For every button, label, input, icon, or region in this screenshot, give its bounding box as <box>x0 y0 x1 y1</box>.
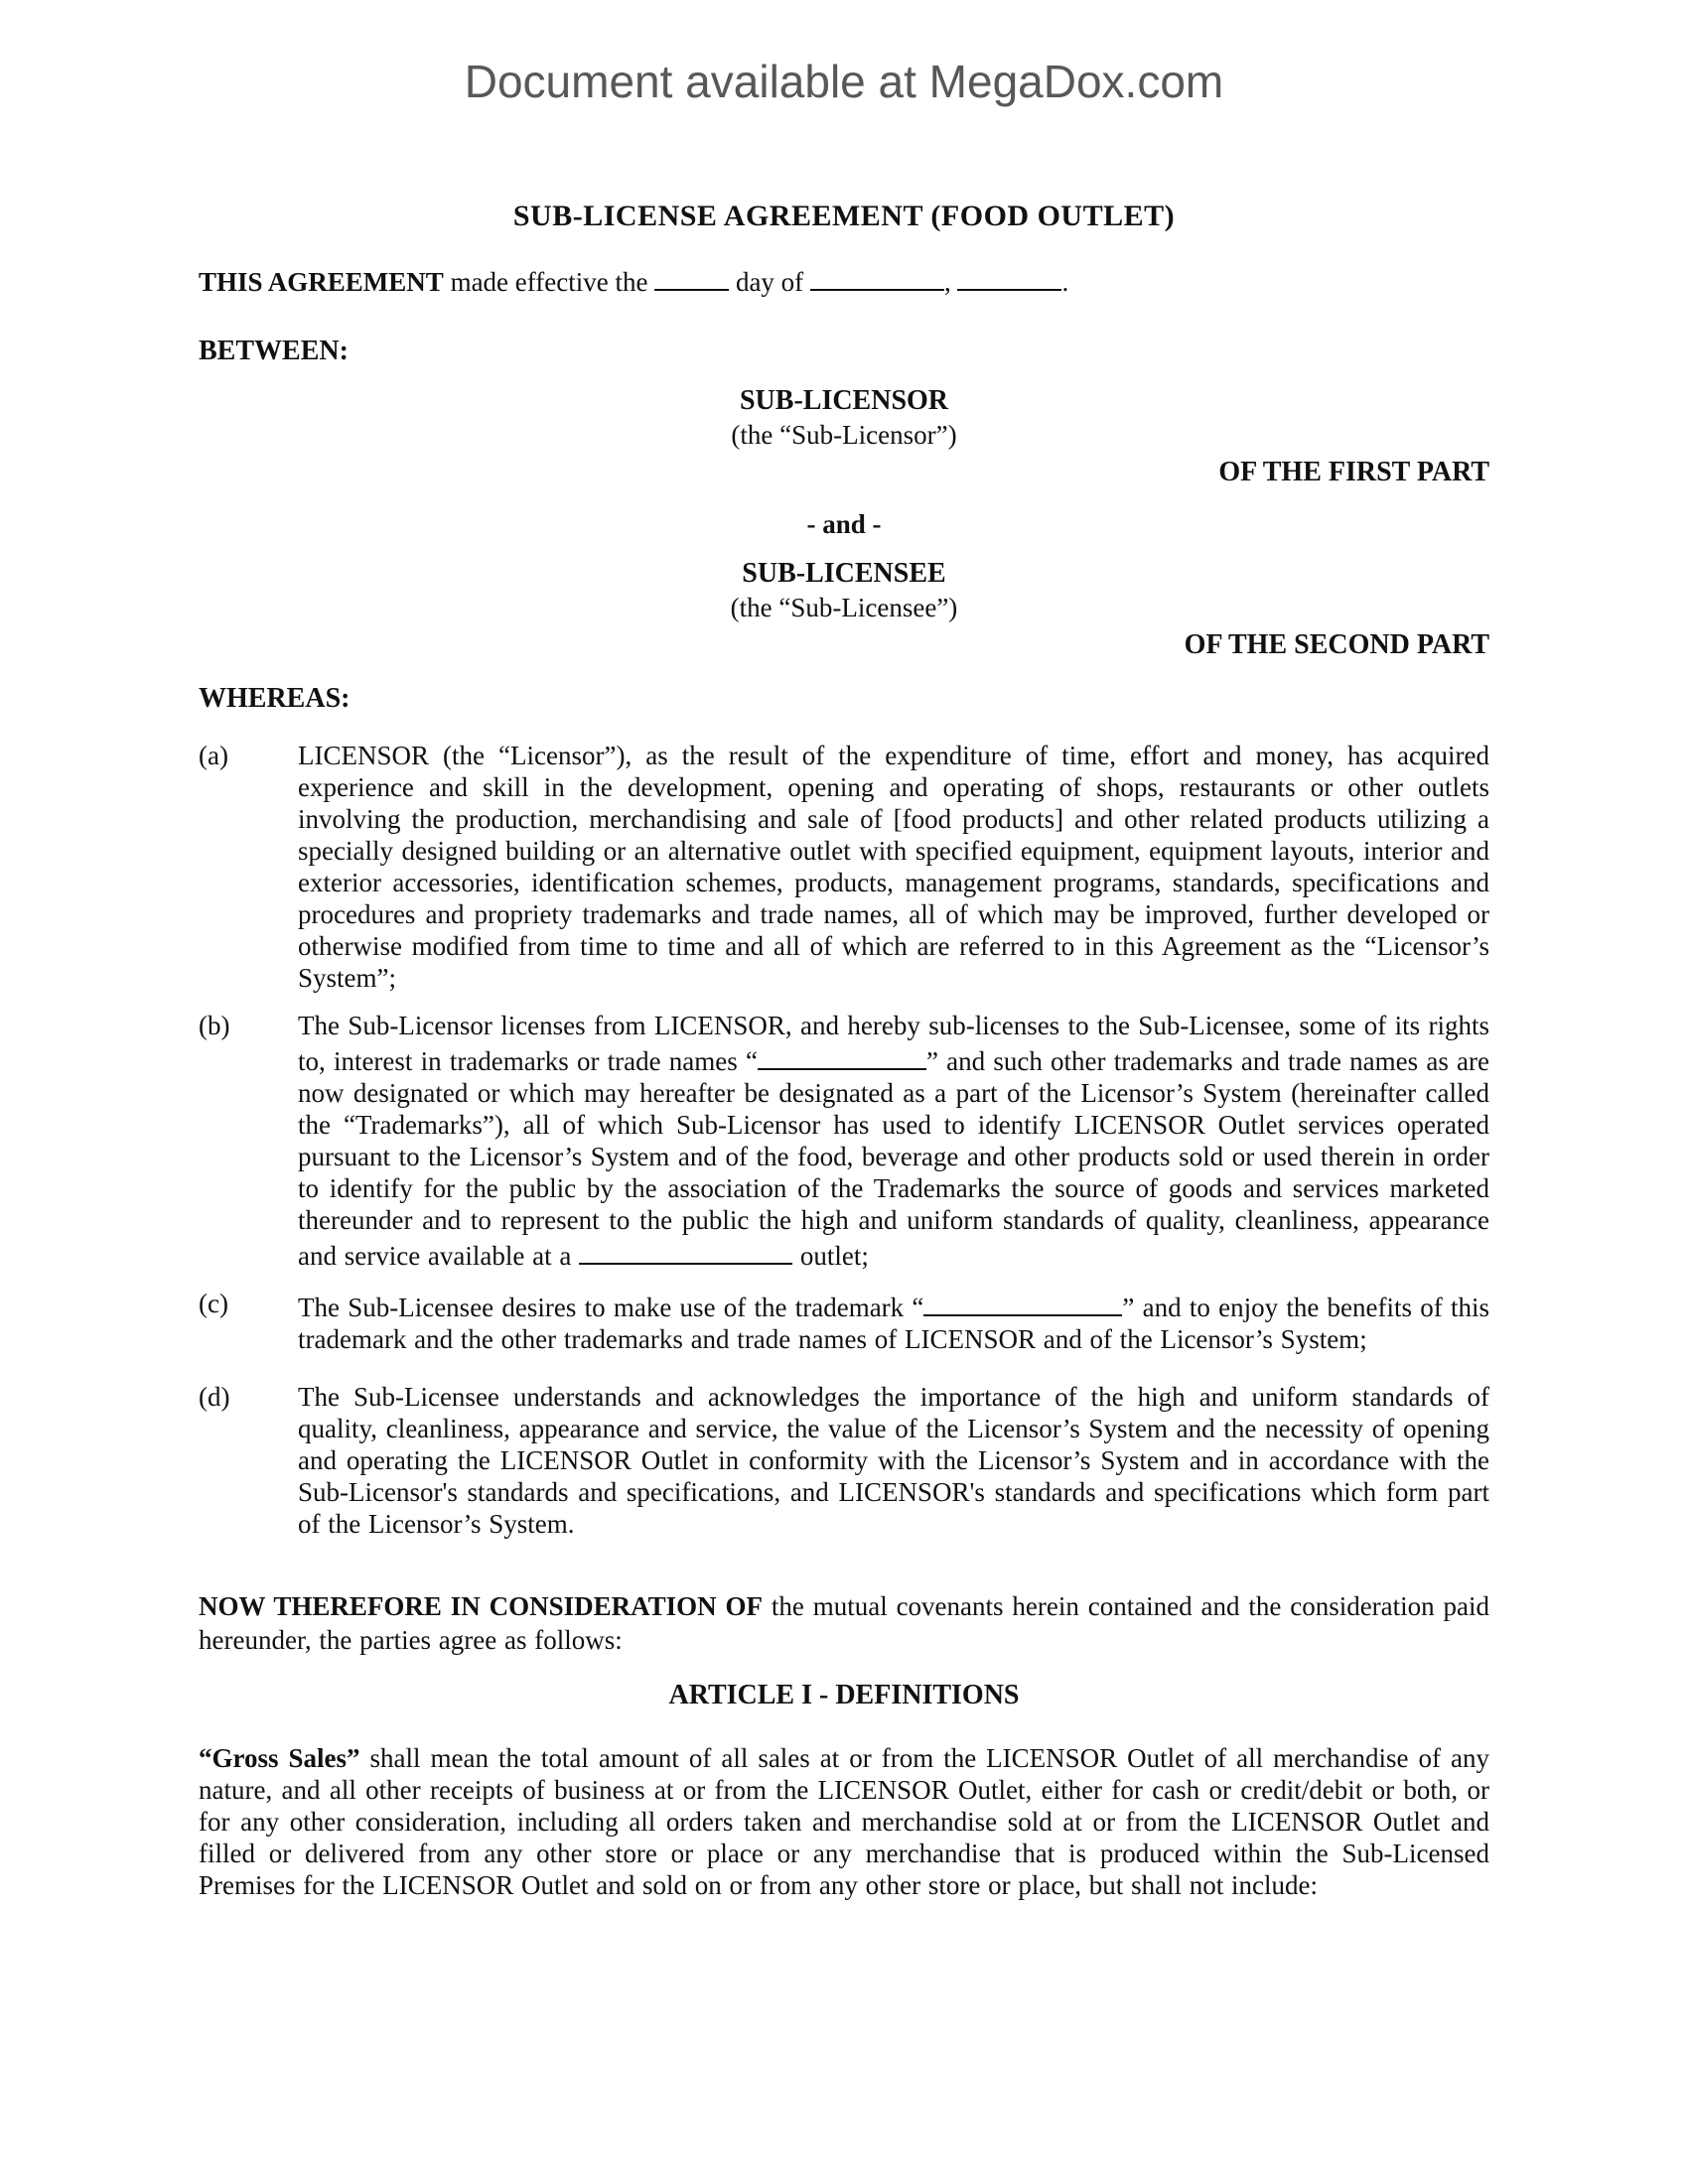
period-text: . <box>1061 267 1069 297</box>
recital-c-text-1: The Sub-Licensee desires to make use of the trademark “ <box>298 1293 924 1322</box>
recital-b <box>199 1010 1489 1272</box>
and-separator: - and - <box>806 509 882 539</box>
watermark-text: Document available at MegaDox.com <box>464 56 1224 107</box>
now-therefore-label: NOW THEREFORE IN CONSIDERATION OF <box>199 1591 764 1621</box>
second-party-alias: (the “Sub-Licensee”) <box>730 593 958 622</box>
recital-b-text-1: The Sub-Licensor licenses from LICENSOR, and hereby sub-licenses to the Sub-Licensee, some of its rights to, interest in trademarks or trade names “ <box>298 1011 1489 1076</box>
recital-a-text: LICENSOR (the “Licensor”), as the result of the expenditure of time, effort and money, has acquired experience and skill in the development, opening and operating of shops, restaurants or other outlets involving the production, merchandising and sale of [food products] and other related products utilizing a specially designed building or an alternative outlet with specified equipment, equipment layouts, interior and exterior accessories, identification schemes, products, management programs, standards, specifications and procedures and propriety trademarks and trade names, all of which may be improved, further developed or otherwise modified from time to time and all of which are referred to in this Agreement as the “Licensor’s System”; <box>298 741 1489 993</box>
comma-text: , <box>943 267 958 297</box>
recital-b-text-3: outlet; <box>792 1241 869 1271</box>
whereas-label: WHEREAS: <box>199 683 351 714</box>
between-label: BETWEEN: <box>199 336 349 366</box>
article-1-heading: ARTICLE I - DEFINITIONS <box>668 1680 1020 1710</box>
recital-d-text: The Sub-Licensee understands and acknowledges the importance of the high and uniform standards of quality, cleanliness, appearance and service, the value of the Licensor’s System and the necessity of opening and operating the LICENSOR Outlet in conformity with the Licensor’s System and in accordance with the Sub-Licensor's standards and specifications, and LICENSOR's standards and specifications which form part of the Licensor’s System. <box>298 1382 1489 1539</box>
recital-c <box>199 1288 1489 1355</box>
recital-b-label: (b) <box>199 1011 230 1040</box>
gross-sales-text: shall mean the total amount of all sales at or from the LICENSOR Outlet of all merchandise of any nature, and all other receipts of business at or from the LICENSOR Outlet, either for cash or credit/debit or both, or for any other consideration, including all orders taken and merchandise sold at or from the LICENSOR Outlet and filled or delivered from any other store or place or any merchandise that is produced within the Sub-Licensed Premises for the LICENSOR Outlet and sold on or from any other store or place, but shall not include: <box>199 1743 1489 1900</box>
document-title: SUB-LICENSE AGREEMENT (FOOD OUTLET) <box>512 200 1176 232</box>
recital-c-text-2: ” and to enjoy the benefits of this trademark and the other trademarks and trade names of LICENSOR and of the Licensor’s System; <box>298 1293 1489 1354</box>
recital-a <box>199 740 1489 994</box>
first-party-designation: OF THE FIRST PART <box>1218 457 1489 487</box>
first-party-alias: (the “Sub-Licensor”) <box>731 420 957 450</box>
gross-sales-term: “Gross Sales” <box>199 1743 360 1773</box>
now-therefore-text: the mutual covenants herein contained and the consideration paid hereunder, the parties agree as follows: <box>199 1591 1490 1655</box>
day-blank <box>654 262 729 291</box>
second-party-name: SUB-LICENSEE <box>742 558 946 589</box>
recital-c-trademark-blank <box>923 1288 1122 1316</box>
recital-c-label: (c) <box>199 1289 228 1318</box>
now-therefore-clause <box>199 1589 1489 1657</box>
recital-b-outlet-blank <box>579 1236 792 1265</box>
recital-b-text-2: ” and such other trademarks and trade names as are now designated or which may hereafter be designated as a part of the Licensor’s System (hereinafter called the “Trademarks”), all of which Sub-Licensor has used to identify LICENSOR Outlet services operated pursuant to the Licensor’s System and of the food, beverage and other products sold or used therein in order to identify for the public by the association of the Trademarks the source of goods and services marketed thereunder and to represent to the public the high and uniform standards of quality, cleanliness, appearance and service available at a <box>298 1046 1489 1271</box>
year-blank <box>957 262 1061 291</box>
effective-date-line <box>199 262 1489 299</box>
effective-date-text: made effective the <box>443 267 655 297</box>
first-party-name: SUB-LICENSOR <box>739 385 949 416</box>
second-party-designation: OF THE SECOND PART <box>1184 629 1489 660</box>
month-blank <box>810 262 944 291</box>
recital-b-trademark-blank <box>758 1041 926 1070</box>
recital-a-label: (a) <box>199 741 228 770</box>
recital-d <box>199 1381 1489 1540</box>
recital-d-label: (d) <box>199 1382 230 1412</box>
this-agreement-label: THIS AGREEMENT <box>199 267 444 297</box>
day-of-text: day of <box>729 267 810 297</box>
gross-sales-definition <box>199 1742 1489 1901</box>
